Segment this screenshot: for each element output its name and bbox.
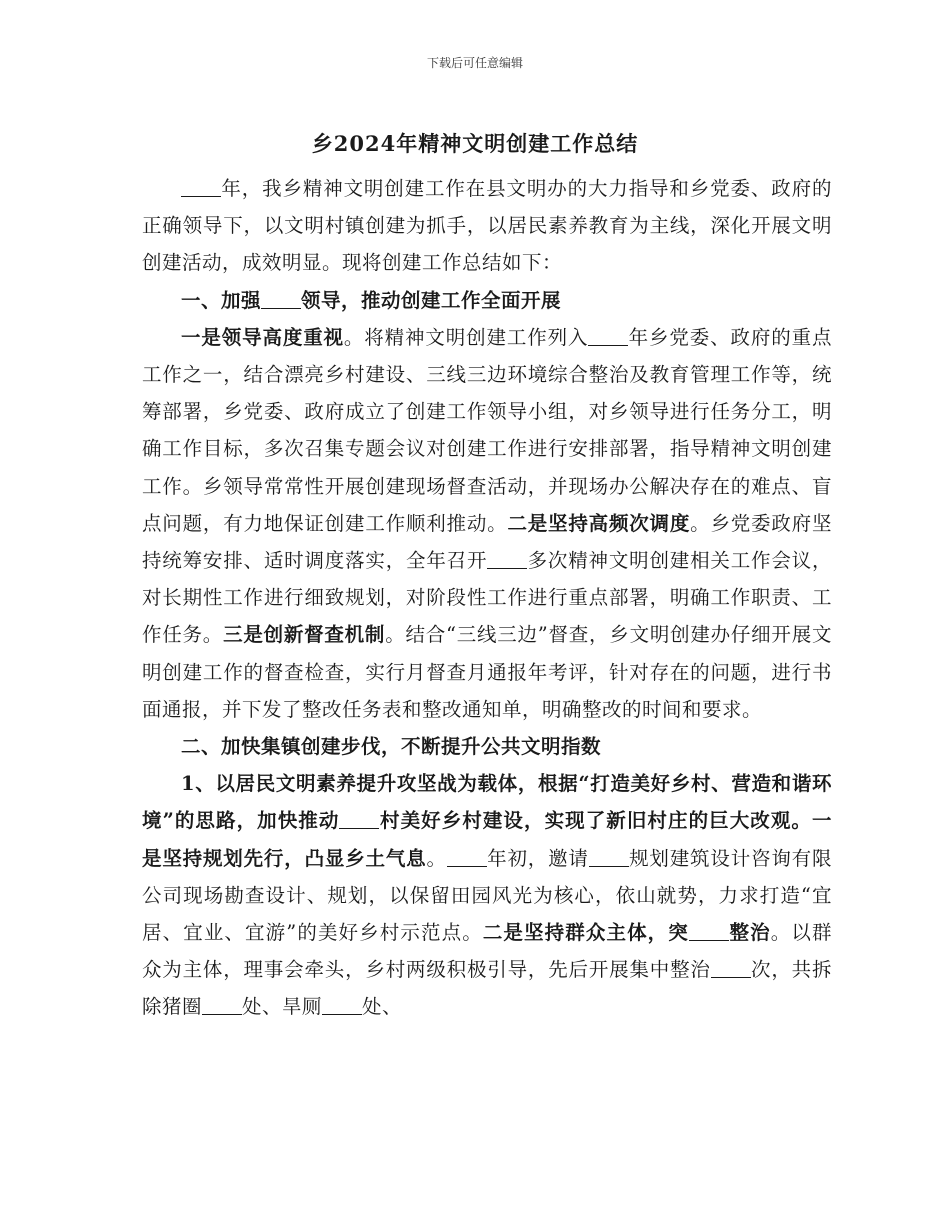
blank-line [447,846,487,867]
section-heading-1: 一、加强 领导，推动创建工作全面开展 [181,288,562,312]
blank-line [589,846,629,867]
blank-line [261,288,301,309]
paragraph-town-building: 1、以居民文明素养提升攻坚战为载体，根据“打造美好乡村、营造和谐环境”的思路，加快推动 村美好乡村建设，实现了新旧村庄的巨大改观。一是坚持规划先行，凸显乡土气息。 年初，邀请 规划建筑设计咨询有限公司现场勘查设计、规划，以保留田园风光为核心，依山就势，力求打造“宜居、宜业、宜游”的美好乡村示范点。二是坚持群众主体，突 整治。以群众为主体，理事会牵头，乡村两级积极引导，先后开展集中整治 次，共拆除猪圈 处、旱厕 处、 [142,772,832,1019]
blank-line [339,809,379,830]
document-body [142,170,832,1026]
paragraph-intro: 年，我乡精神文明创建工作在县文明办的大力指导和乡党委、政府的正确领导下，以文明村镇创建为抓手，以居民素养教育为主线，深化开展文明创建活动，成效明显。现将创建工作总结如下： [142,177,832,275]
paragraph-leadership: 一是领导高度重视。将精神文明创建工作列入 年乡党委、政府的重点工作之一，结合漂亮乡村建设、三线三边环境综合整治及教育管理工作等，统筹部署，乡党委、政府成立了创建工作领导小组，对乡领导进行任务分工，明确工作目标，多次召集专题会议对创建工作进行安排部署，指导精神文明创建工作。乡领导常常性开展创建现场督查活动，并现场办公解决存在的难点、盲点问题，有力地保证创建工作顺利推动。二是坚持高频次调度。乡党委政府坚持统筹安排、适时调度落实，全年召开 多次精神文明创建相关工作会议，对长期性工作进行细致规划，对阶段性工作进行重点部署，明确工作职责、工作任务。三是创新督查机制。结合“三线三边”督查，乡文明创建办仔细开展文明创建工作的督查检查，实行月督查月通报年考评，针对存在的问题，进行书面通报，并下发了整改任务表和整改通知单，明确整改的时间和要求。 [142,325,832,721]
document-title: 乡2024年精神文明创建工作总结 [311,131,639,156]
blank-line [711,958,751,979]
blank-line [202,995,242,1016]
blank-line [487,549,527,570]
header-note: 下载后可任意编辑 [426,56,523,70]
blank-line [181,177,221,198]
blank-line [588,325,628,346]
blank-line [322,995,362,1016]
blank-line [689,921,729,942]
section-heading-2: 二、加快集镇创建步伐，不断提升公共文明指数 [181,735,602,759]
